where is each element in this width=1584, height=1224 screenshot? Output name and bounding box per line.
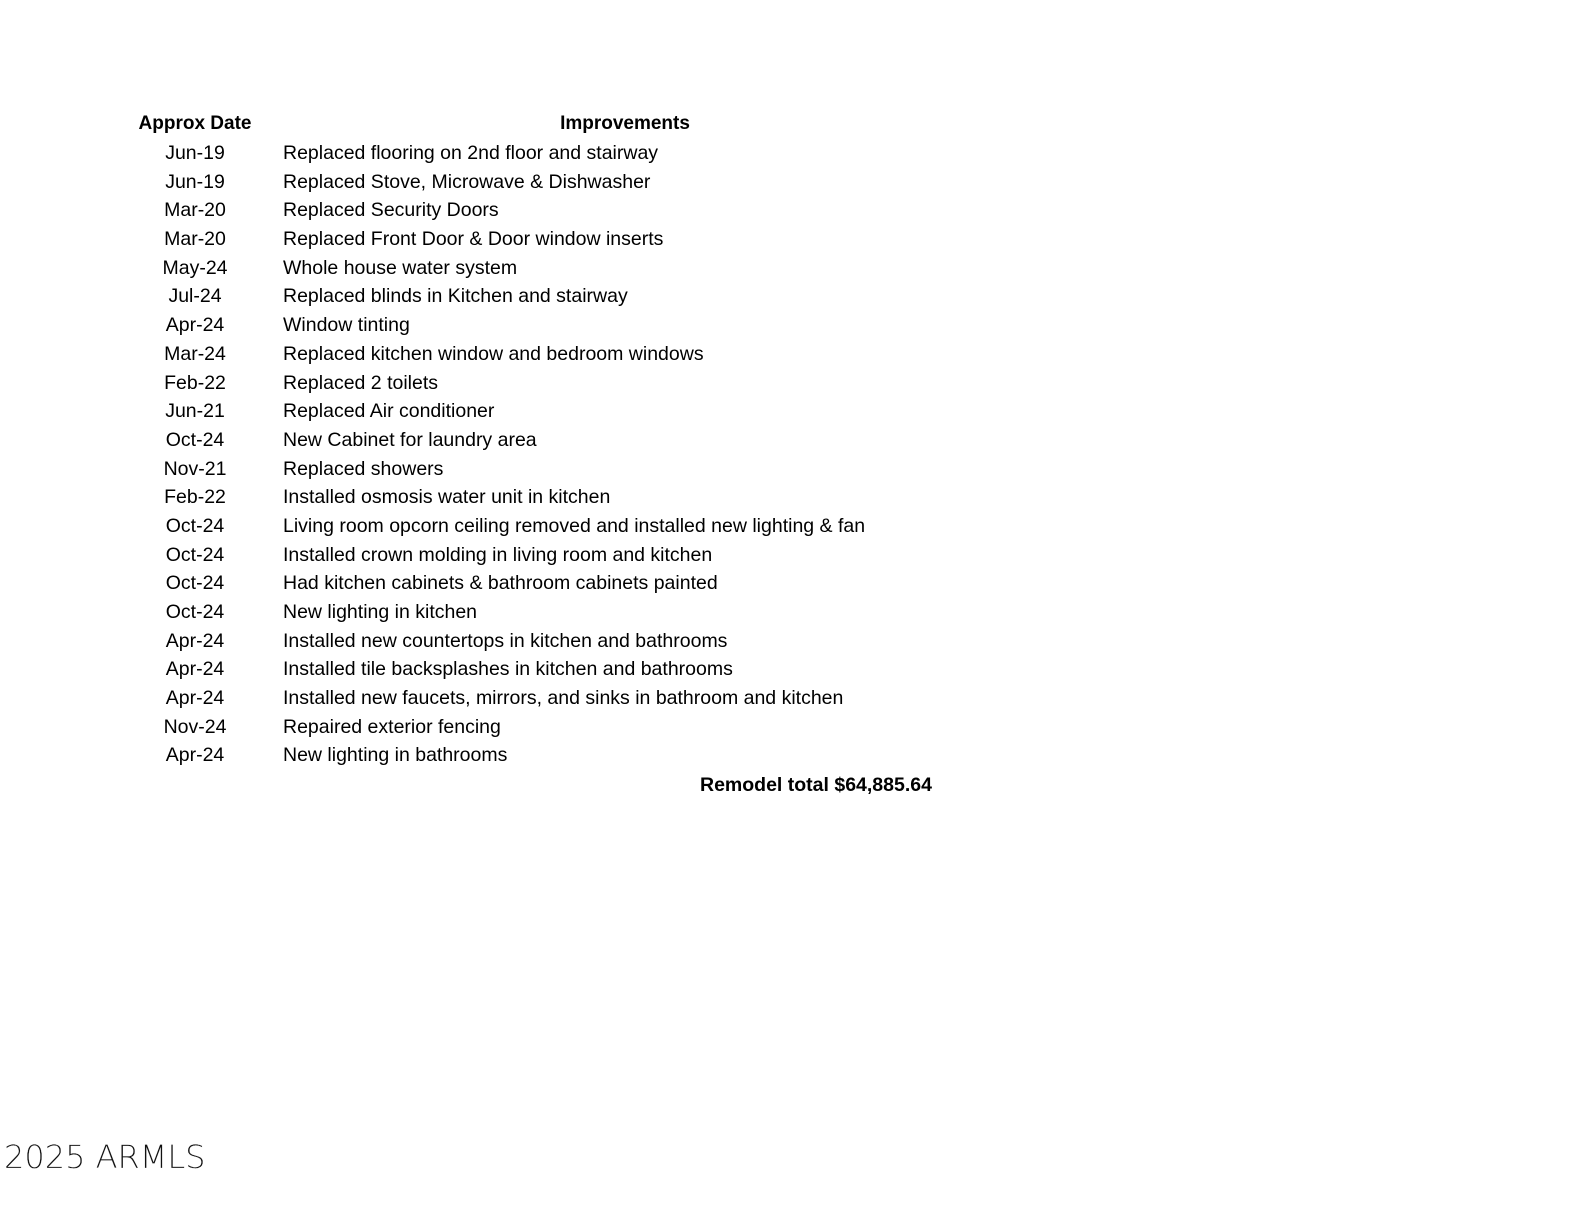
table-row (0, 139, 1000, 168)
cell-improvement: Installed crown molding in living room and kitchen (283, 543, 713, 566)
remodel-total: Remodel total $64,885.64 (700, 774, 932, 796)
improvements-list (0, 139, 1000, 770)
cell-date: Jun-19 (165, 142, 225, 164)
cell-date: Feb-22 (164, 486, 226, 509)
cell-improvement: Replaced kitchen window and bedroom windows (283, 342, 704, 365)
table-header-row (0, 110, 1000, 138)
table-row (0, 282, 1000, 311)
cell-date: Jul-24 (168, 285, 222, 308)
cell-date: Apr-24 (165, 658, 225, 681)
table-row (0, 483, 1000, 512)
table-row (0, 311, 1000, 340)
cell-improvement: Living room opcorn ceiling removed and installed new lighting & fan (283, 514, 866, 537)
table-row (0, 569, 1000, 598)
cell-date: Apr-24 (165, 314, 225, 337)
cell-date: Mar-20 (164, 228, 226, 251)
cell-improvement: Replaced blinds in Kitchen and stairway (283, 285, 628, 308)
cell-date: Apr-24 (165, 629, 225, 652)
cell-date: Oct-24 (165, 514, 225, 537)
table-row (0, 254, 1000, 283)
table-row (0, 627, 1000, 656)
table-row (0, 340, 1000, 369)
cell-improvement: Repaired exterior fencing (283, 715, 501, 738)
table-row (0, 397, 1000, 426)
cell-improvement: Replaced showers (283, 457, 444, 480)
armls-watermark: 2025 ARMLS (4, 1138, 206, 1176)
cell-date: Feb-22 (164, 371, 226, 394)
cell-date: Jun-19 (165, 170, 225, 193)
cell-date: Jun-21 (165, 400, 225, 423)
cell-improvement: Replaced 2 toilets (283, 371, 439, 394)
cell-improvement: New lighting in kitchen (283, 601, 478, 623)
table-row (0, 168, 1000, 197)
table-row (0, 541, 1000, 570)
table-row (0, 512, 1000, 541)
cell-improvement: Window tinting (283, 314, 410, 337)
cell-improvement: New lighting in bathrooms (283, 744, 508, 767)
table-row (0, 741, 1000, 770)
table-row (0, 655, 1000, 684)
cell-improvement: Replaced Security Doors (283, 199, 499, 222)
table-row (0, 196, 1000, 225)
table-row (0, 455, 1000, 484)
cell-improvement: Installed tile backsplashes in kitchen and bathrooms (283, 658, 733, 681)
cell-improvement: Had kitchen cabinets & bathroom cabinets painted (283, 572, 718, 595)
cell-date: Nov-21 (163, 457, 227, 480)
cell-improvement: Replaced flooring on 2nd floor and stairway (283, 142, 659, 164)
table-row (0, 369, 1000, 398)
cell-date: Nov-24 (163, 715, 227, 738)
cell-improvement: Installed osmosis water unit in kitchen (283, 486, 611, 509)
cell-date: Oct-24 (165, 428, 225, 451)
cell-date: Oct-24 (165, 601, 225, 623)
header-improvements: Improvements (560, 113, 690, 134)
cell-date: Mar-24 (164, 342, 226, 365)
table-row (0, 684, 1000, 713)
table-row (0, 598, 1000, 627)
cell-improvement: Replaced Front Door & Door window inserts (283, 228, 664, 251)
cell-improvement: New Cabinet for laundry area (283, 428, 537, 451)
cell-date: Oct-24 (165, 572, 225, 595)
cell-improvement: Installed new faucets, mirrors, and sinks in bathroom and kitchen (283, 687, 844, 710)
cell-improvement: Installed new countertops in kitchen and bathrooms (283, 629, 728, 652)
cell-date: Mar-20 (164, 199, 226, 222)
cell-improvement: Whole house water system (283, 256, 518, 279)
cell-improvement: Replaced Stove, Microwave & Dishwasher (283, 170, 651, 193)
cell-date: Apr-24 (165, 744, 225, 767)
header-approx-date: Approx Date (138, 113, 252, 134)
cell-date: Oct-24 (165, 543, 225, 566)
table-row (0, 225, 1000, 254)
table-row (0, 713, 1000, 742)
table-row (0, 426, 1000, 455)
cell-date: Apr-24 (165, 687, 225, 710)
cell-improvement: Replaced Air conditioner (283, 400, 495, 423)
cell-date: May-24 (162, 256, 228, 279)
